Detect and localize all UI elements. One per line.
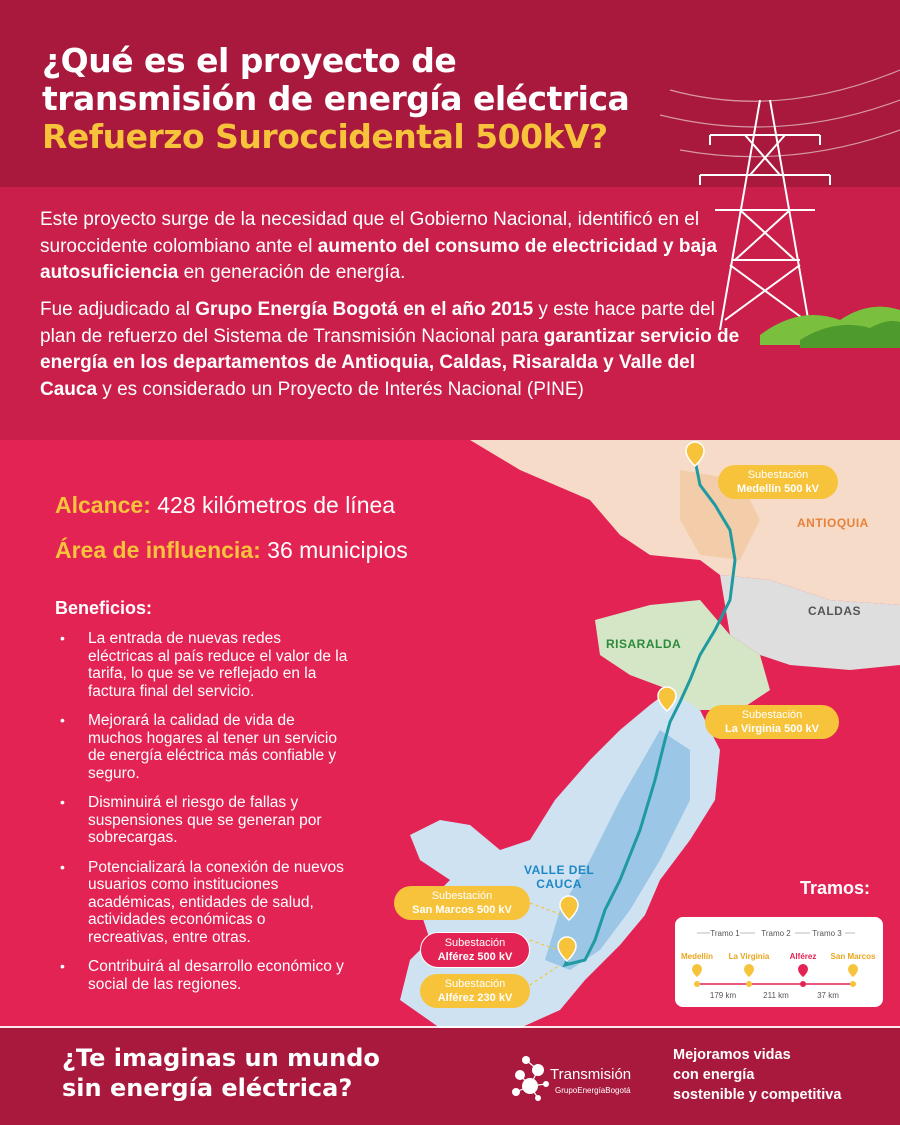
substation-name: Alférez 500 kV [437,951,513,963]
substation-label-san-marcos [394,886,530,920]
tramos-diagram [675,917,883,1007]
substation-top: Subestación [431,890,493,902]
distance-1: 179 km [709,991,737,1000]
footer-question-line2: sin energía eléctrica? [62,1074,353,1102]
intro-p2-text-e: y es considerado un Proyecto de Interés Nacional (PINE) [97,378,584,400]
title-line-3: Refuerzo Suroccidental 500kV? [42,117,608,156]
list-item: • Mejorará la calidad de vida de muchos hogares al tener un servicio de energía eléctrica más confiable y seguro. [58,712,348,782]
page-title [42,42,629,156]
intro-p1-bold: aumento del consumo de electricidad y baja autosuficiencia [40,235,717,283]
power-tower-icon [660,60,900,350]
substation-name: San Marcos 500 kV [412,904,512,916]
intro-paragraph-2 [40,297,740,403]
substation-name: Alférez 230 kV [437,992,513,1004]
distance-2: 211 km [763,991,789,1000]
logo-name: Transmisión [550,1066,632,1083]
substation-top: Subestación [741,709,803,721]
intro-p1-text-c: en generación de energía. [178,262,406,283]
tagline-line3: sostenible y competitiva [673,1087,842,1103]
tramo-3-label: Tramo 3 [812,929,842,938]
area-value: 36 municipios [267,537,408,563]
tagline-line2: con energía [673,1067,755,1083]
dept-antioquia: ANTIOQUIA [797,516,869,530]
list-item: • Potencializará la conexión de nuevos usuarios como instituciones académicas, entidades de salud, actividades económicas o recreativas, entre otras. [58,859,348,947]
alcance-value: 428 kilómetros de línea [157,492,396,518]
scope-section [0,440,900,1028]
dept-caldas: CALDAS [808,604,861,618]
substation-label-alferez-230 [420,974,530,1008]
area-label: Área de influencia: [55,537,261,563]
tramo-1-label: Tramo 1 [710,929,740,938]
substation-top: Subestación [444,978,506,990]
substation-label-medellin [718,465,838,499]
alcance-label: Alcance: [55,492,151,518]
beneficios-title: Beneficios: [55,598,153,618]
intro-p2-text-c: y este hace parte del plan de refuerzo del Sistema de Transmisión Nacional para [40,299,715,347]
intro-p2-text-a: Fue adjudicado al [40,299,196,320]
list-item: • Disminuirá el riesgo de fallas y suspensiones que se generan por sobrecargas. [58,794,348,847]
dept-valle-line2: CAUCA [536,877,583,891]
footer-tagline [673,1045,841,1105]
dept-valle-line1: VALLE DEL [524,863,595,877]
substation-top: Subestación [747,469,809,481]
footer-question-line1: ¿Te imaginas un mundo [62,1044,380,1072]
logo-subtitle: GrupoEnergíaBogotá [555,1086,631,1095]
substation-name: La Virginia 500 kV [725,723,819,735]
stop-san-marcos: San Marcos [830,952,876,961]
stop-medellin: Medellín [680,952,714,961]
tramos-card [675,917,883,1007]
stop-la-virginia: La Virginia [728,952,770,961]
tramo-2-label: Tramo 2 [761,929,791,938]
dept-valle [524,863,594,891]
alcance-stat [55,492,395,519]
area-stat [55,537,408,564]
substation-name: Medellín 500 kV [737,483,819,495]
list-item: • Contribuirá al desarrollo económico y social de las regiones. [58,958,348,993]
substation-label-la-virginia [705,705,839,739]
dept-risaralda: RISARALDA [606,637,682,651]
title-line-2: transmisión de energía eléctrica [42,79,630,118]
distance-3: 37 km [817,991,839,1000]
list-item: • La entrada de nuevas redes eléctricas al país reduce el valor de la tarifa, lo que se ve reflejado en la factura final del servicio. [58,630,348,700]
transmision-logo [508,1050,658,1110]
substation-label-alferez-500 [420,932,530,968]
intro-p1-text-a: Este proyecto surge de la necesidad que el Gobierno Nacional, identificó en el suroccidente colombiano ante el [40,209,700,257]
tagline-line1: Mejoramos vidas [673,1047,791,1063]
intro-p2-bold-2: garantizar servicio de energía en los departamentos de Antioquia, Caldas, Risaralda y Valle del Cauca [40,325,740,400]
stop-alferez: Alférez [789,952,817,961]
footer-question [62,1043,380,1103]
substation-top: Subestación [444,937,506,949]
tramos-title: Tramos: [800,878,871,898]
intro-p2-bold-1: Grupo Energía Bogotá en el año 2015 [195,299,534,320]
stop-pins-icon [692,964,858,977]
intro-paragraph-1 [40,207,760,287]
title-line-1: ¿Qué es el proyecto de [42,41,457,80]
footer [0,1028,900,1125]
beneficios-list [58,630,348,1005]
